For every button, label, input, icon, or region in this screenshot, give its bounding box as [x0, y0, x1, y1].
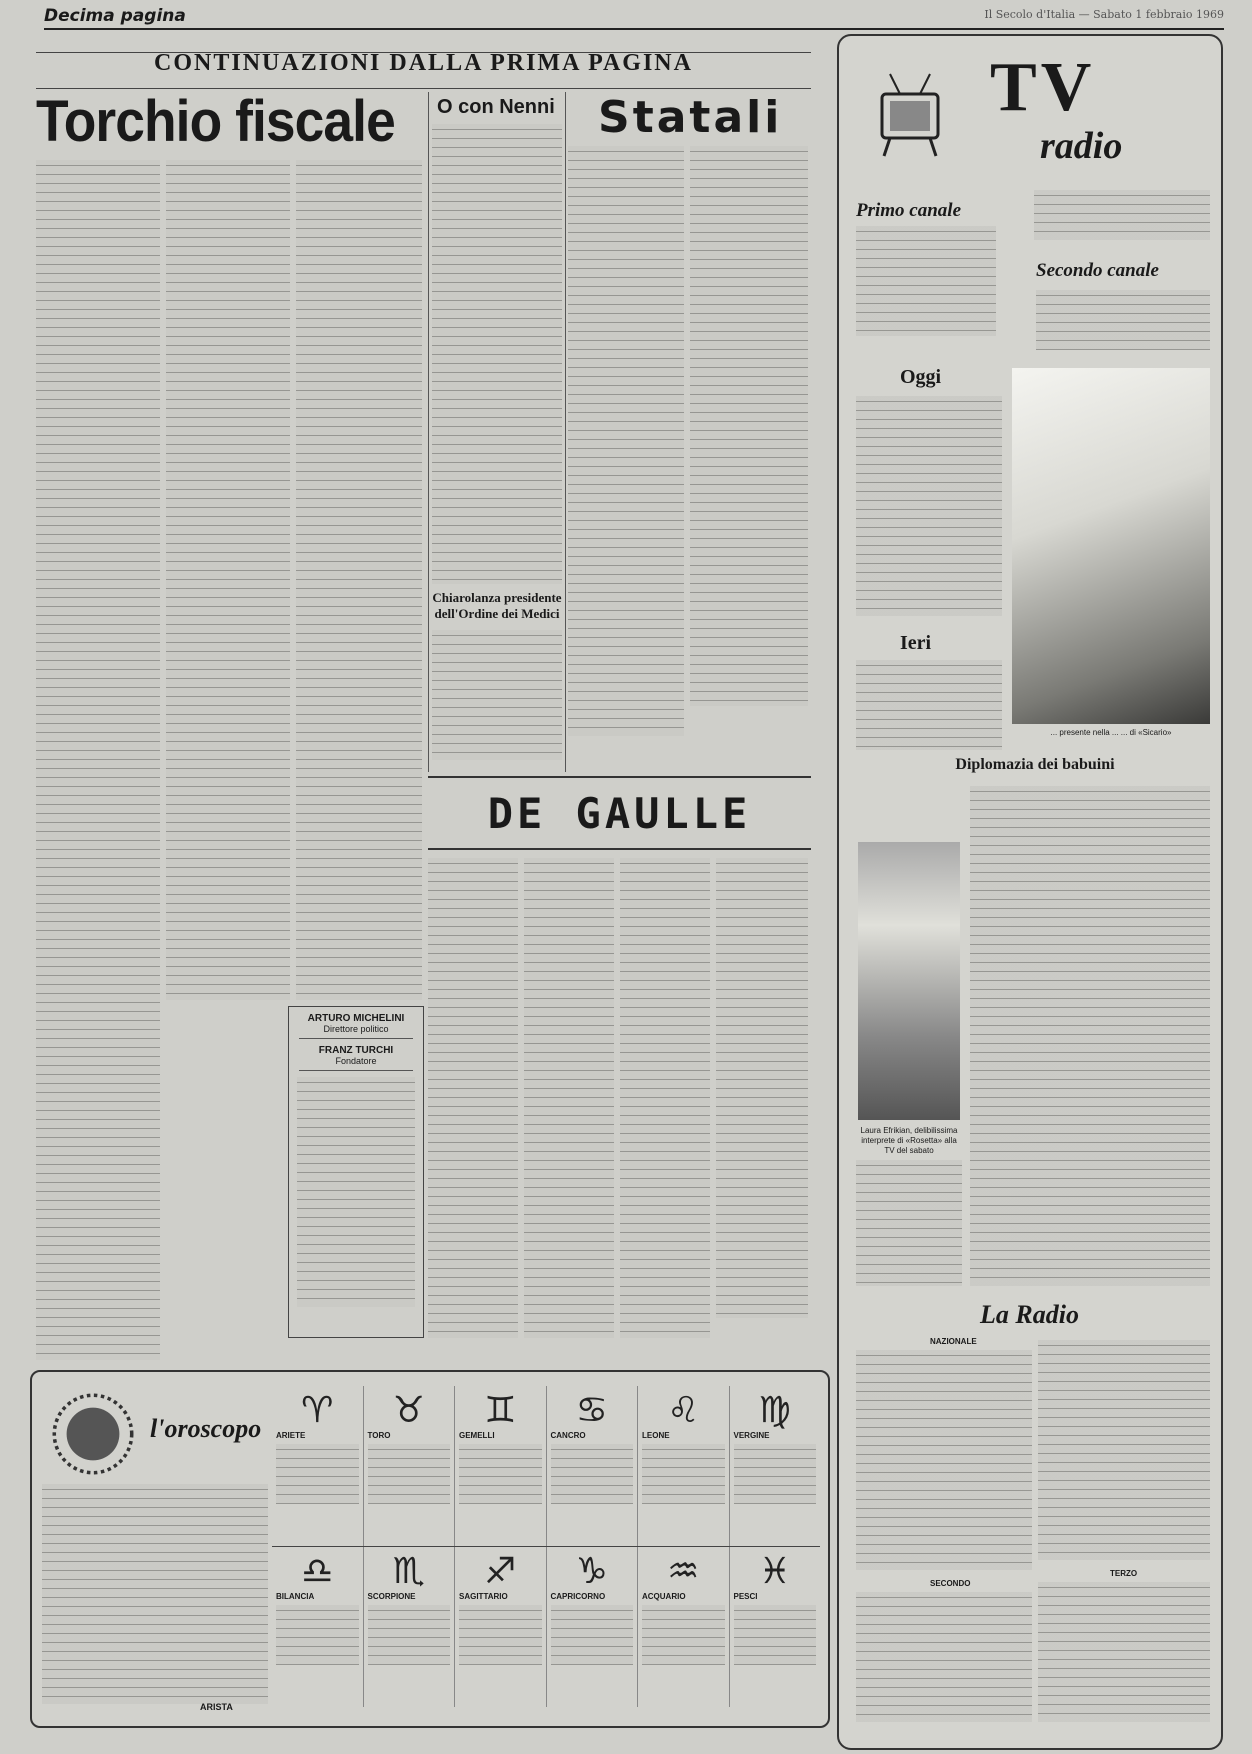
- zodiac-cell: [637, 1547, 729, 1707]
- page-folio: [44, 6, 1224, 30]
- oroscopo-footer: ARISTA: [200, 1702, 233, 1712]
- headline-torchio-fiscale: Torchio fiscale: [36, 89, 395, 154]
- zodiac-sign-name: ARIETE: [276, 1431, 306, 1440]
- actress-photo: [1012, 368, 1210, 724]
- article-chiarolanza: [432, 630, 562, 760]
- oggi-title: Oggi: [900, 366, 942, 388]
- column-rule: [428, 92, 429, 772]
- zodiac-forecast-text: [276, 1444, 359, 1504]
- zodiac-sign-name: LEONE: [642, 1431, 670, 1440]
- laura-efrikian-caption: Laura Efrikian, delibilissima interprete di «Rosetta» alla TV del sabato: [860, 1126, 958, 1155]
- zodiac-cell: [454, 1547, 546, 1707]
- founder-role: Fondatore: [335, 1056, 377, 1066]
- virgin-icon: ♍: [758, 1390, 791, 1431]
- zodiac-cell: [546, 1547, 638, 1707]
- zodiac-cell: [637, 1386, 729, 1546]
- zodiac-forecast-text: [551, 1605, 634, 1665]
- article-degaulle-col4: [716, 858, 808, 1318]
- divider: [299, 1038, 413, 1039]
- headline-o-con-nenni: O con Nenni: [437, 96, 555, 118]
- actress-photo-caption: ... presente nella ... ... di «Sicario»: [1050, 728, 1172, 737]
- nazionale-schedule: [856, 1350, 1032, 1570]
- zodiac-forecast-text: [276, 1605, 359, 1665]
- diplomazia-text-a: [970, 786, 1210, 1286]
- zodiac-grid: [272, 1386, 820, 1706]
- zodiac-forecast-text: [642, 1444, 725, 1504]
- zodiac-forecast-text: [459, 1444, 542, 1504]
- zodiac-forecast-text: [368, 1605, 451, 1665]
- archer-icon: ♐: [484, 1551, 517, 1592]
- headline-de-gaulle: DE GAULLE: [487, 788, 752, 838]
- headline-statali: Statali: [598, 92, 783, 143]
- masthead-small-print: [297, 1077, 415, 1307]
- article-torchio-col3: [296, 160, 422, 1000]
- zodiac-cell: [272, 1547, 363, 1707]
- zodiac-sign-name: BILANCIA: [276, 1592, 315, 1601]
- article-nenni-col: [432, 124, 562, 584]
- article-degaulle-col2: [524, 858, 614, 1338]
- masthead-box: [288, 1006, 424, 1338]
- la-radio-title: La Radio: [980, 1300, 1079, 1329]
- zodiac-cell: [363, 1547, 455, 1707]
- page-number-label: Decima pagina: [44, 6, 186, 26]
- zodiac-cell: [546, 1386, 638, 1546]
- water-bearer-icon: ♒: [667, 1551, 700, 1592]
- article-degaulle-col1: [428, 858, 518, 1338]
- ram-icon: ♈: [301, 1390, 334, 1431]
- zodiac-forecast-text: [368, 1444, 451, 1504]
- zodiac-cell: [729, 1386, 821, 1546]
- scales-icon: ♎: [301, 1551, 334, 1592]
- section-kicker: CONTINUAZIONI DALLA PRIMA PAGINA: [154, 50, 693, 76]
- zodiac-sign-name: SAGITTARIO: [459, 1592, 508, 1601]
- fish-icon: ♓: [758, 1551, 791, 1592]
- bull-icon: ♉: [392, 1390, 425, 1431]
- crab-icon: ♋: [575, 1390, 608, 1431]
- article-torchio-col2: [166, 160, 290, 1000]
- tv-logo: TV: [990, 49, 1096, 126]
- article-torchio-col1: [36, 160, 160, 1360]
- zodiac-sign-name: VERGINE: [733, 1431, 770, 1440]
- lion-icon: ♌: [667, 1390, 700, 1431]
- zodiac-cell: [363, 1386, 455, 1546]
- goat-icon: ♑: [575, 1551, 608, 1592]
- zodiac-sign-name: ACQUARIO: [642, 1592, 686, 1601]
- diplomazia-text-b: [856, 1160, 962, 1286]
- zodiac-forecast-text: [459, 1605, 542, 1665]
- zodiac-cell: [454, 1386, 546, 1546]
- zodiac-forecast-text: [642, 1605, 725, 1665]
- headline-chiarolanza: Chiarolanza presidente dell'Ordine dei Medici: [432, 590, 562, 621]
- zodiac-sign-name: CANCRO: [550, 1431, 586, 1440]
- ieri-title: Ieri: [900, 632, 932, 654]
- diplomazia-headline: Diplomazia dei babuini: [955, 756, 1115, 773]
- primo-canale-schedule: [856, 226, 996, 336]
- secondo-canale-title: Secondo canale: [1036, 260, 1159, 281]
- terzo-schedule: [1038, 1582, 1210, 1722]
- secondo-heading: SECONDO: [930, 1579, 971, 1588]
- secondo-canale-schedule: [1036, 290, 1210, 350]
- scorpion-icon: ♏: [392, 1551, 425, 1592]
- zodiac-forecast-text: [551, 1444, 634, 1504]
- secondo-schedule: [856, 1592, 1032, 1722]
- radio-schedule-col2: [1038, 1340, 1210, 1560]
- zodiac-forecast-text: [734, 1605, 817, 1665]
- primo-canale-title: Primo canale: [856, 200, 962, 221]
- article-statali-col1: [568, 146, 684, 736]
- nazionale-heading: NAZIONALE: [930, 1337, 977, 1346]
- oggi-text: [856, 396, 1002, 616]
- zodiac-cell: [729, 1547, 821, 1707]
- evening-schedule: [1034, 190, 1210, 240]
- ieri-text: [856, 660, 1002, 750]
- twins-icon: ♊: [484, 1390, 517, 1431]
- director-name: ARTURO MICHELINI: [307, 1013, 405, 1024]
- zodiac-sign-name: SCORPIONE: [367, 1592, 416, 1601]
- newspaper-dateline: Il Secolo d'Italia — Sabato 1 febbraio 1969: [984, 8, 1224, 21]
- zodiac-sign-name: PESCI: [733, 1592, 758, 1601]
- column-rule: [565, 92, 566, 772]
- director-role: Direttore politico: [323, 1024, 389, 1034]
- sun-icon: [40, 1390, 146, 1478]
- article-statali-col2: [690, 146, 808, 706]
- zodiac-sign-name: TORO: [367, 1431, 391, 1440]
- laura-efrikian-photo: [858, 842, 960, 1120]
- founder-name: FRANZ TURCHI: [318, 1045, 394, 1056]
- article-degaulle-col3: [620, 858, 710, 1338]
- television-icon: [860, 64, 960, 164]
- zodiac-forecast-text: [734, 1444, 817, 1504]
- divider: [299, 1070, 413, 1071]
- terzo-heading: TERZO: [1110, 1569, 1138, 1578]
- zodiac-cell: [272, 1386, 363, 1546]
- radio-logo: radio: [1040, 125, 1123, 167]
- zodiac-sign-name: GEMELLI: [459, 1431, 495, 1440]
- zodiac-sign-name: CAPRICORNO: [550, 1592, 606, 1601]
- oroscopo-intro: [42, 1484, 268, 1704]
- oroscopo-title: l'oroscopo: [150, 1414, 262, 1443]
- degaulle-headline-box: [428, 776, 811, 850]
